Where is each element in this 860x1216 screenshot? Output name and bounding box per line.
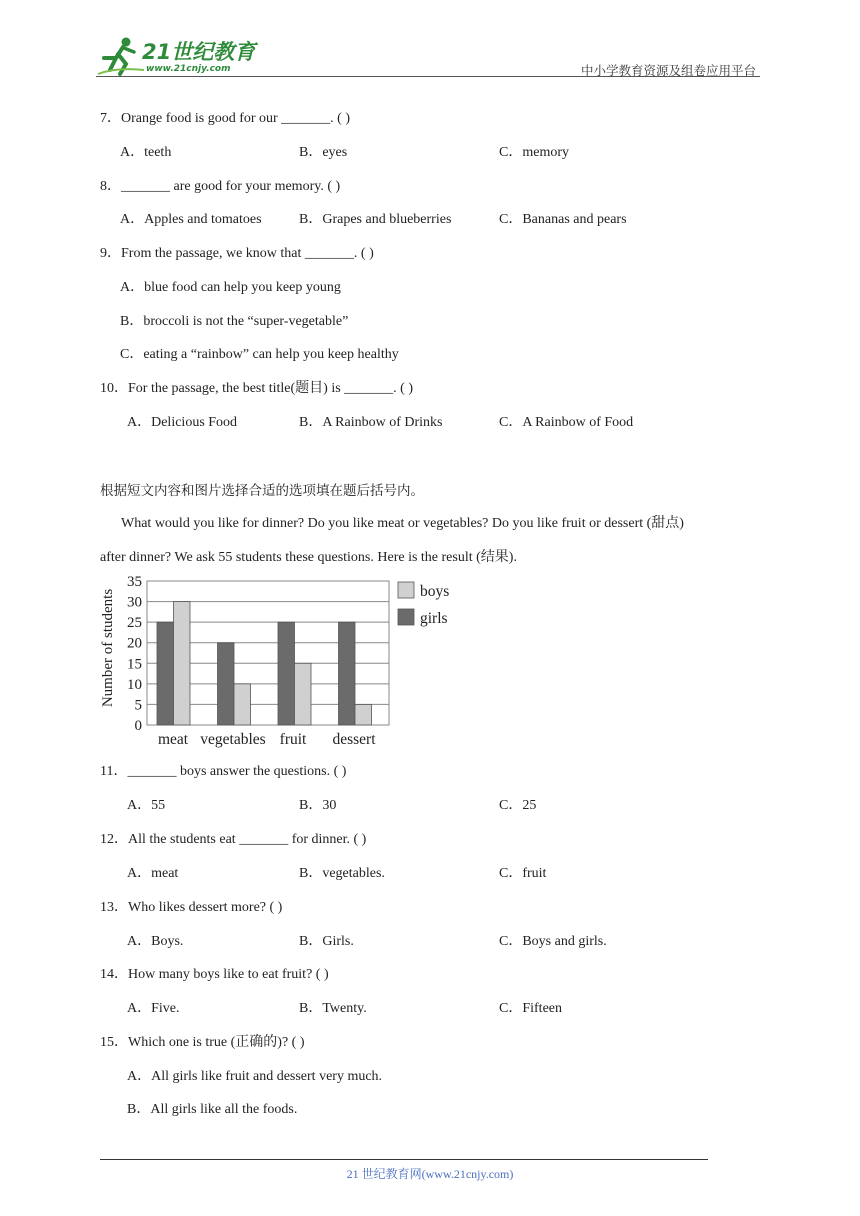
q7-option-b: B．eyes <box>299 145 348 160</box>
question-14: 14．How many boys like to eat fruit? ( ) <box>100 967 329 982</box>
bar-boys-fruit <box>295 663 312 725</box>
header-platform-text: 中小学教育资源及组卷应用平台 <box>580 63 756 78</box>
legend-swatch-girls <box>398 609 414 625</box>
q11-option-b: B．30 <box>299 798 337 813</box>
q15-option-a: A．All girls like fruit and dessert very much. <box>127 1069 383 1084</box>
q10-option-b: B．A Rainbow of Drinks <box>299 415 443 430</box>
q14-option-b: B．Twenty. <box>299 1001 367 1016</box>
y-tick-label: 10 <box>127 676 142 693</box>
q12-option-b: B．vegetables. <box>299 866 385 881</box>
q15-option-b: B．All girls like all the foods. <box>127 1102 298 1117</box>
y-axis-label: Number of students <box>100 588 116 708</box>
legend-label-girls: girls <box>420 610 448 627</box>
q14-option-c: C．Fifteen <box>499 1001 562 1016</box>
header-divider <box>96 76 760 77</box>
q9-option-a: A．blue food can help you keep young <box>120 280 341 295</box>
question-9: 9．From the passage, we know that _______. ( ) <box>100 246 374 261</box>
footer-site-text: 21 世纪教育网(www.21cnjy.com) <box>346 1167 514 1181</box>
bar-boys-dessert <box>355 704 372 725</box>
y-tick-label: 0 <box>134 718 142 734</box>
q12-option-c: C．fruit <box>499 866 547 881</box>
q11-option-a: A．55 <box>127 798 166 813</box>
question-11: 11．_______ boys answer the questions. ( ) <box>100 764 347 779</box>
q11-option-c: C．25 <box>499 798 537 813</box>
q13-option-a: A．Boys. <box>127 934 184 949</box>
q7-option-c: C．memory <box>499 145 569 160</box>
question-10: 10．For the passage, the best title(题目) is _______. ( ) <box>100 381 414 396</box>
legend-swatch-boys <box>398 582 414 598</box>
q9-option-b: B．broccoli is not the “super-vegetable” <box>120 314 349 329</box>
x-tick-label: dessert <box>332 731 376 748</box>
legend-label-boys: boys <box>420 583 450 600</box>
bar-girls-vegetables <box>218 643 235 725</box>
question-8: 8．_______ are good for your memory. ( ) <box>100 179 341 194</box>
q12-option-a: A．meat <box>127 866 179 881</box>
question-7: 7．Orange food is good for our _______. ( ) <box>100 111 351 126</box>
passage-line-1: What would you like for dinner? Do you like meat or vegetables? Do you like fruit or dessert (甜点) <box>121 516 684 531</box>
bar-boys-vegetables <box>234 684 251 725</box>
q8-option-c: C．Bananas and pears <box>499 212 627 227</box>
y-tick-label: 5 <box>134 697 142 714</box>
q14-option-a: A．Five. <box>127 1001 180 1016</box>
q13-option-b: B．Girls. <box>299 934 354 949</box>
footer-divider <box>100 1159 708 1160</box>
x-tick-label: vegetables <box>200 731 266 748</box>
y-tick-label: 25 <box>127 615 142 632</box>
bar-girls-fruit <box>278 622 295 725</box>
x-tick-label: meat <box>157 731 189 748</box>
question-15: 15．Which one is true (正确的)? ( ) <box>100 1035 305 1050</box>
logo-sub-text: www.21cnjy.com <box>146 64 231 74</box>
y-tick-label: 30 <box>127 594 142 611</box>
q10-option-a: A．Delicious Food <box>127 415 238 430</box>
question-13: 13．Who likes dessert more? ( ) <box>100 900 283 915</box>
q7-option-a: A．teeth <box>120 145 172 160</box>
q8-option-b: B．Grapes and blueberries <box>299 212 452 227</box>
y-tick-label: 35 <box>127 574 142 590</box>
y-tick-label: 15 <box>127 656 142 673</box>
q10-option-c: C．A Rainbow of Food <box>499 415 634 430</box>
passage-line-2: after dinner? We ask 55 students these questions. Here is the result (结果). <box>100 550 517 565</box>
x-tick-label: fruit <box>279 731 307 748</box>
bar-girls-meat <box>157 622 174 725</box>
q13-option-c: C．Boys and girls. <box>499 934 607 949</box>
question-12: 12．All the students eat _______ for dinner. ( ) <box>100 832 367 847</box>
bar-girls-dessert <box>339 622 356 725</box>
q8-option-a: A．Apples and tomatoes <box>120 212 262 227</box>
q9-option-c: C．eating a “rainbow” can help you keep healthy <box>120 347 399 362</box>
site-logo <box>96 34 266 78</box>
bar-boys-meat <box>174 602 191 725</box>
section-instruction: 根据短文内容和图片选择合适的选项填在题后括号内。 <box>100 483 424 499</box>
y-tick-label: 20 <box>127 635 142 652</box>
students-food-bar-chart <box>96 570 466 752</box>
logo-main-text: 21世纪教育 <box>142 40 256 64</box>
